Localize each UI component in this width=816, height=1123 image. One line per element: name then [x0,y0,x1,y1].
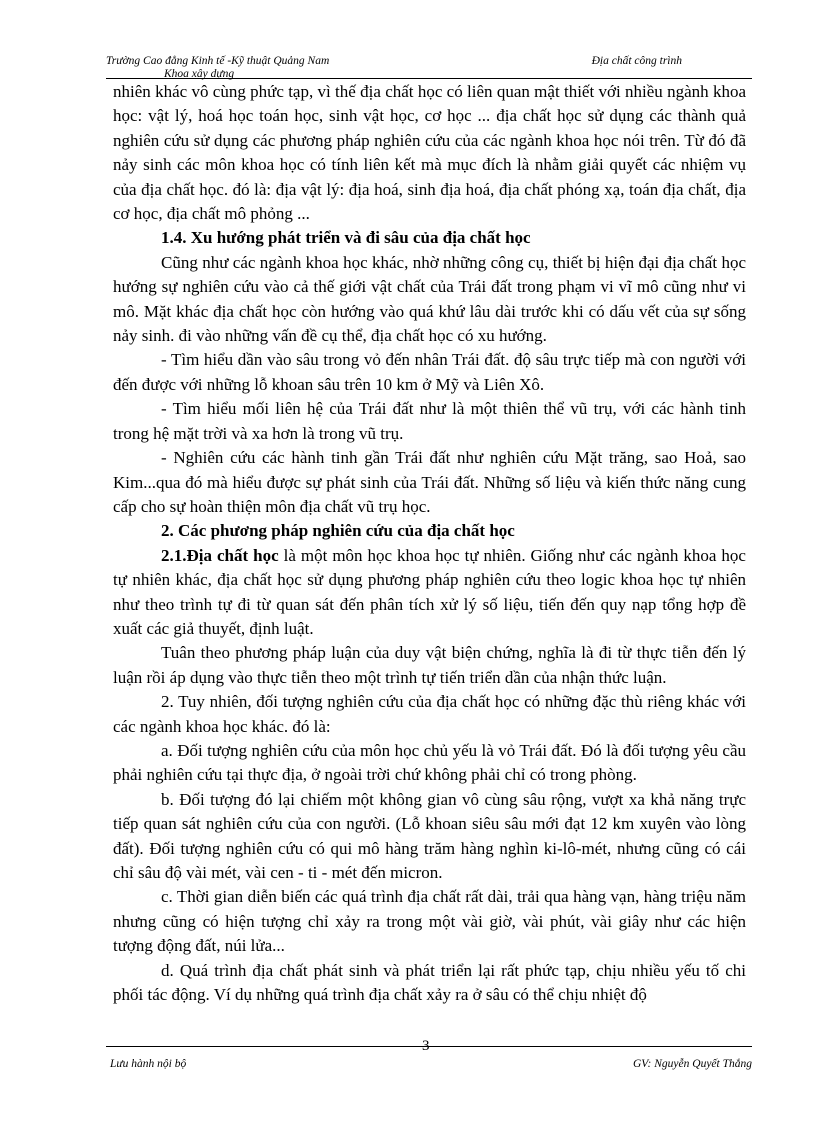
header-subject: Địa chất công trình [591,55,682,67]
header-divider [106,78,752,79]
list-item: - Tìm hiểu dần vào sâu trong vỏ đến nhân Trái đất. độ sâu trực tiếp mà con người với đến được với những lỗ khoan sâu trên 10 km ở Mỹ và Liên Xô. [113,350,746,394]
paragraph [113,544,746,642]
list-item: c. Thời gian diễn biến các quá trình địa chất rất dài, trải qua hàng vạn, hàng triệu năm nhưng cũng có hiện tượng chỉ xảy ra trong một vài giờ, vài phút, vài giây như các hiện tượng động đất, núi lửa... [113,887,746,956]
page-number: 3 [422,1038,430,1054]
list-item: - Tìm hiểu mối liên hệ của Trái đất như là một thiên thể vũ trụ, với các hành tinh trong hệ mặt trời và xa hơn là trong vũ trụ. [113,399,746,443]
list-item: b. Đối tượng đó lại chiếm một không gian vô cùng sâu rộng, vượt xa khả năng trực tiếp quan sát nghiên cứu của con người. (Lỗ khoan siêu sâu mới đạt 12 km xuyên vào lòng đất). Đối tượng nghiên cứu có qui mô hàng trăm hàng nghìn ki-lô-mét, nhưng cũng có cái chỉ sâu độ vài mét, vài cen - ti - mét đến micron. [113,789,746,882]
list-item: d. Quá trình địa chất phát sinh và phát triển lại rất phức tạp, chịu nhiều yếu tố chi phối tác động. Ví dụ những quá trình địa chất xảy ra ở sâu có thể chịu nhiệt độ [113,960,746,1005]
page-footer [106,1038,752,1076]
list-item: a. Đối tượng nghiên cứu của môn học chủ yếu là vỏ Trái đất. Đó là đối tượng yêu cầu phải nghiên cứu tại thực địa, ở ngoài trời chứ không phải chỉ có trong phòng. [113,740,746,785]
section-heading: 1.4. Xu hướng phát triển và đi sâu của địa chất học [161,228,531,248]
footer-author: GV: Nguyễn Quyết Thắng [632,1058,752,1070]
header-department: Khoa xây dựng [164,68,235,80]
paragraph: Cũng như các ngành khoa học khác, nhờ những công cụ, thiết bị hiện đại địa chất học hướng sự nghiên cứu vào cả thế giới vật chất của Trái đất trong phạm vi vĩ mô cũng như vi mô. Mặt khác địa chất học còn hướng vào quá khứ lâu dài trước khi có dấu vết của sự sống nảy sinh. đi vào những vấn đề cụ thể, địa chất học có xu hướng. [113,252,746,346]
paragraph-text: là một môn học khoa học tự nhiên. Giống như các ngành khoa học tự nhiên khác, địa chất học sử dụng phương pháp nghiên cứu theo logic khoa học tự nhiên như theo trình tự đi từ quan sát đến phân tích xử lý số liệu, tiến đến quy nạp tổng hợp đề xuất các giả thuyết, định luật. [113,545,746,638]
footer-note: Lưu hành nội bộ [110,1058,187,1070]
paragraph: nhiên khác vô cùng phức tạp, vì thế địa chất học có liên quan mật thiết với nhiều ngành khoa học: vật lý, hoá học toán học, sinh vật học, cơ học ... địa chất học sử dụng các thành quả nghiên cứu sử dụng các phương pháp nghiên cứu của các ngành khoa học nói trên. Từ đó đã nảy sinh các môn khoa học có tính liên kết mà mục đích là nhằm giải quyết các nhiệm vụ của địa chất học. đó là: địa vật lý: địa hoá, sinh địa hoá, địa chất phóng xạ, toán địa chất, địa cơ học, địa chất mô phỏng ... [113,82,746,224]
section-heading: 2. Các phương pháp nghiên cứu của địa chất học [161,521,515,541]
header-school: Trường Cao đẳng Kinh tế -Kỹ thuật Quảng Nam [106,55,330,67]
paragraph: 2. Tuy nhiên, đối tượng nghiên cứu của địa chất học có những đặc thù riêng khác với các ngành khoa học khác. đó là: [113,692,746,736]
page-body [113,80,746,1007]
list-item: - Nghiên cứu các hành tinh gần Trái đất như nghiên cứu Mặt trăng, sao Hoả, sao Kim...qua đó mà hiểu được sự phát sinh của Trái đất. Những số liệu và kiến thức năng cung cấp cho sự hoàn thiện môn địa chất vũ trụ học. [113,448,746,516]
subsection-label: 2.1.Địa chất học [161,545,279,565]
paragraph: Tuân theo phương pháp luận của duy vật biện chứng, nghĩa là đi từ thực tiễn đến lý luận rồi áp dụng vào thực tiễn theo một trình tự tiến triển dần của nhận thức luận. [113,643,746,687]
